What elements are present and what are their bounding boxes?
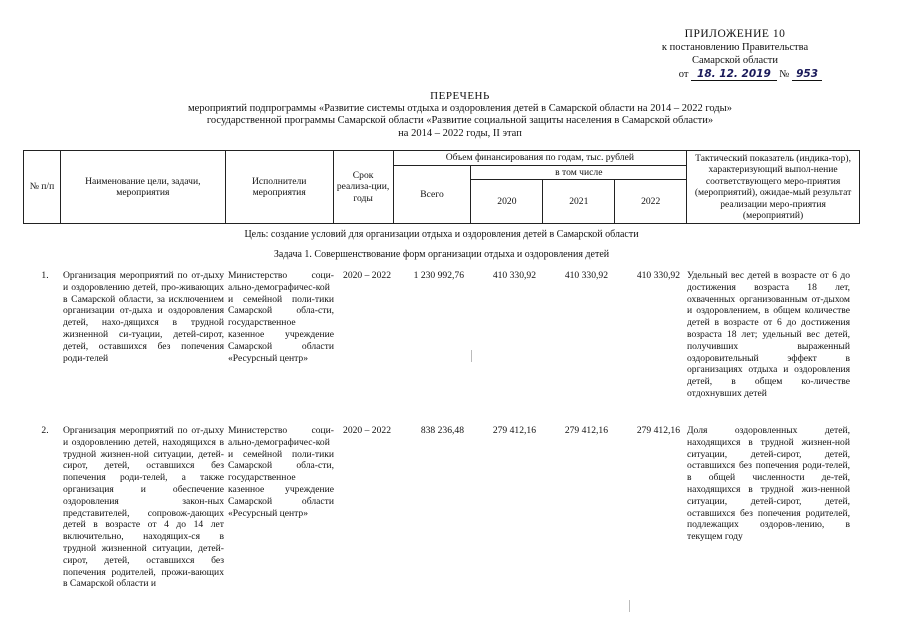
appendix-header: [640, 28, 830, 81]
scan-mark: [471, 350, 472, 362]
goal-text: Цель: создание условий для организации отдыха и оздоровления детей в Самарской области: [244, 229, 639, 240]
header-name: Наименование цели, задачи, мероприятия: [60, 151, 225, 224]
appendix-line-2: Самарской области: [692, 55, 778, 66]
row-2020: 279 412,16: [492, 425, 536, 436]
header-executor: Исполнители мероприятия: [225, 151, 333, 224]
date-prefix: от: [678, 69, 689, 80]
row-term: 2020 – 2022: [343, 425, 391, 436]
row-total: 838 236,48: [420, 425, 464, 436]
scan-mark: [629, 600, 630, 612]
header-2022: 2022: [615, 180, 687, 224]
header-including: в том числе: [471, 165, 687, 180]
header-num: № п/п: [24, 151, 61, 224]
row-2022: 279 412,16: [636, 425, 680, 436]
appendix-date-line: [640, 68, 830, 81]
appendix-line-1: к постановлению Правительства: [661, 42, 809, 53]
appendix-title: ПРИЛОЖЕНИЕ 10: [684, 28, 786, 40]
row-2021: 410 330,92: [564, 270, 608, 281]
row-2020: 410 330,92: [492, 270, 536, 281]
document-heading: ПЕРЕЧЕНЬ: [430, 90, 490, 102]
date-value: 18. 12. 2019: [691, 68, 777, 81]
header-total: Всего: [393, 165, 471, 224]
table-row: [23, 270, 863, 410]
row-executor: Министерство соци-ально-демографичес-кой и семейной поли-тики Самарской обла-сти, государственное казенное учреждение Самарской области «Ресурсный центр»: [228, 270, 334, 364]
row-total: 1 230 992,76: [413, 270, 464, 281]
title-line-3: на 2014 – 2022 годы, II этап: [398, 127, 522, 139]
header-term: Срок реализа-ции, годы: [333, 151, 393, 224]
header-indicator: Тактический показатель (индика-тор), характеризующий выпол-нение соответствующего меро-приятия (мероприятий), ожидае-мый результат реализации меро-приятия (мероприятий): [687, 151, 860, 224]
table-header: [23, 150, 860, 224]
row-2022: 410 330,92: [636, 270, 680, 281]
number-value: 953: [792, 68, 822, 81]
header-2021: 2021: [543, 180, 615, 224]
table-row: [23, 425, 863, 615]
task-text: Задача 1. Совершенствование форм организации отдыха и оздоровления детей: [273, 249, 610, 260]
row-indicator: Доля оздоровленных детей, находящихся в трудной жизнен-ной ситуации, детей-сирот, детей, оставшихся без попечения роди-телей, в общей численности де-тей, находящихся в трудной жиз-ненной ситуации, детей-сирот, детей, оставшихся без попечения родителей, подлежащих оздоров-лению, в текущем году: [687, 425, 850, 543]
header-funding: Объем финансирования по годам, тыс. рублей: [393, 151, 687, 166]
row-num: 1.: [41, 270, 49, 281]
row-term: 2020 – 2022: [343, 270, 391, 281]
header-2020: 2020: [471, 180, 543, 224]
row-2021: 279 412,16: [564, 425, 608, 436]
row-name: Организация мероприятий по от-дыху и оздоровлению детей, про-живающих в Самарской области, за исключением организации от-дыха и оздоровления детей, нахо-дящихся в трудной жизненной си-туации, детей-сирот, детей, оставшихся без попечения роди-телей: [63, 270, 224, 364]
row-executor: Министерство соци-ально-демографичес-кой и семейной поли-тики Самарской обла-сти, государственное казенное учреждение Самарской области «Ресурсный центр»: [228, 425, 334, 519]
number-prefix: №: [779, 69, 790, 80]
document-title-block: [120, 90, 800, 140]
title-line-2: государственной программы Самарской области «Развитие социальной защиты населения в Самарской области»: [206, 115, 714, 126]
row-indicator: Удельный вес детей в возрасте от 6 до достижения возраста 18 лет, охваченных организованным от-дыхом и оздоровлением, в общем количестве детей в возрасте от 6 до достижения возраста 18 лет; удельный вес детей, получивших выраженный оздоровительный эффект в организациях отдыха и оздоровления детей, в общем ко-личестве отдохнувших детей: [687, 270, 850, 399]
title-line-1: мероприятий подпрограммы «Развитие системы отдыха и оздоровления детей в Самарской области на 2014 – 2022 годы»: [188, 102, 732, 114]
row-num: 2.: [41, 425, 49, 436]
row-name: Организация мероприятий по от-дыху и оздоровлению детей, находящихся в трудной жизнен-ной ситуации, детей-сирот, детей, оставшихся без попечения роди-телей, а также организация и обеспечение оздоровления закон-ных представителей, сопровож-дающих детей в возрасте от 4 до 14 лет включительно, находящих-ся в трудной жизненной ситуации, детей-сирот, детей, оставшихся без попечения родителей, прожи-вающих в Самарской области и: [63, 425, 224, 590]
